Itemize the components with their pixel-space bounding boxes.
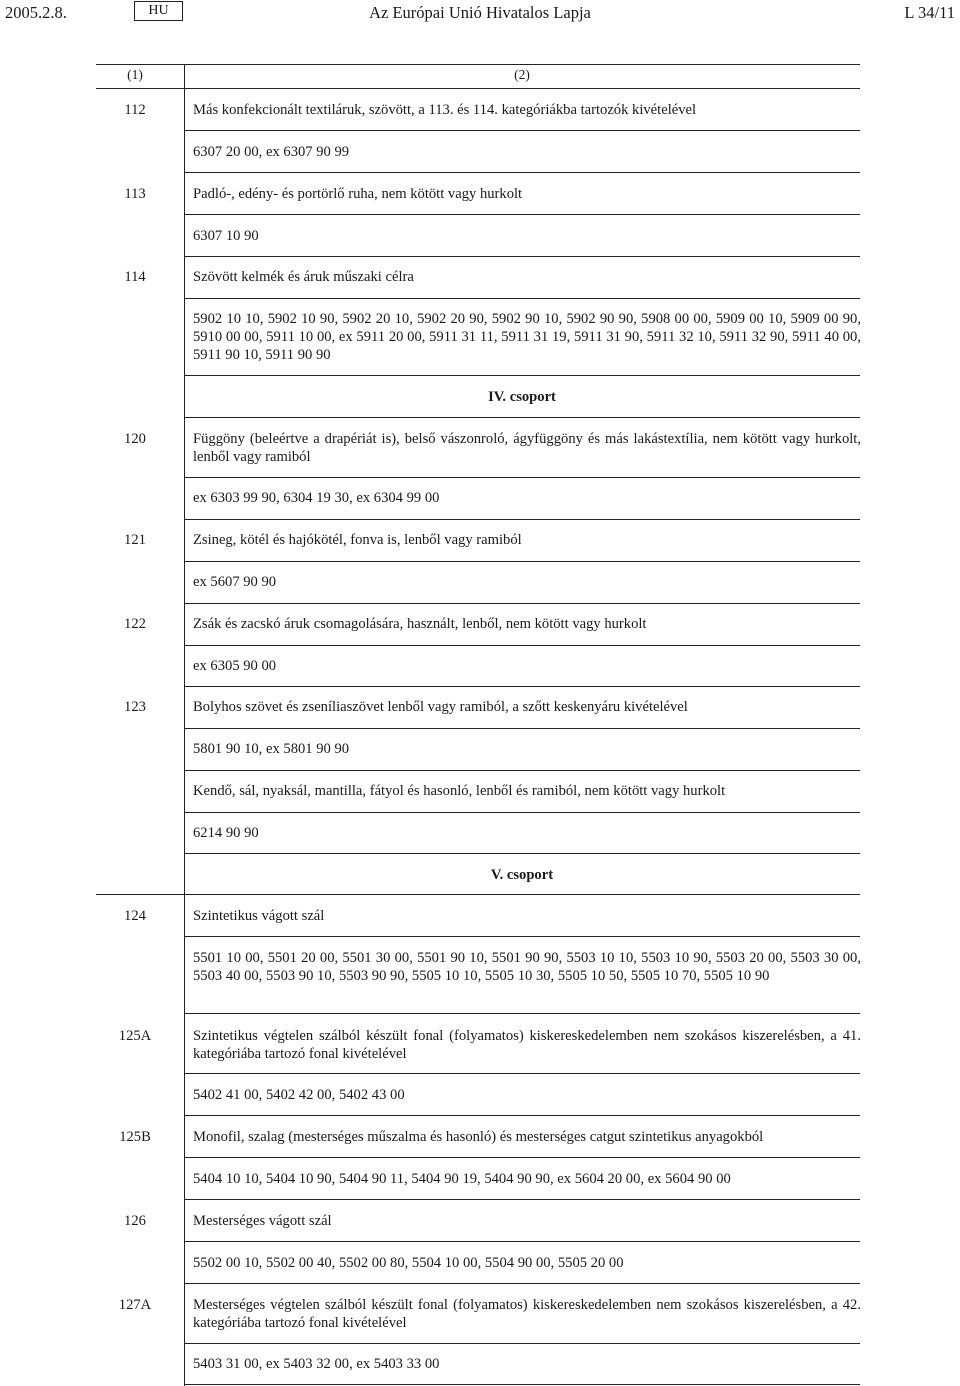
category-number: 122 xyxy=(124,616,146,632)
cn-codes: ex 6305 90 00 xyxy=(193,658,277,674)
row-rule xyxy=(184,1157,860,1158)
category-description: Zsineg, kötél és hajókötél, fonva is, lenből vagy ramiból xyxy=(193,532,522,548)
row-rule xyxy=(184,417,860,418)
row-rule xyxy=(184,256,860,257)
page-number: L 34/11 xyxy=(904,3,955,22)
row-rule xyxy=(184,728,860,729)
category-number: 123 xyxy=(124,699,146,715)
category-description: Függöny (beleértve a drapériát is), belső vászonroló, ágyfüggöny és más lakástextília, nem kötött vagy hurkolt, lenből vagy ramiból xyxy=(193,431,861,465)
category-number: 121 xyxy=(124,532,146,548)
category-number: 127A xyxy=(118,1297,152,1313)
row-rule xyxy=(184,375,860,376)
table-top-rule xyxy=(96,64,860,65)
row-rule xyxy=(184,936,860,937)
row-rule xyxy=(184,645,860,646)
table-bottom-rule xyxy=(184,1384,860,1385)
page-header xyxy=(0,0,960,40)
row-rule xyxy=(184,214,860,215)
category-description: Zsák és zacskó áruk csomagolására, használt, lenből, nem kötött vagy hurkolt xyxy=(193,616,647,632)
category-number: 120 xyxy=(124,431,146,447)
row-rule xyxy=(184,603,860,604)
row-rule xyxy=(184,1073,860,1074)
cn-codes: 5902 10 10, 5902 10 90, 5902 20 10, 5902 20 90, 5902 90 10, 5902 90 90, 5908 00 00, 5909 00 10, 5909 00 90, 5910 00 00, 5911 10 00, ex 5911 20 00, 5911 31 11, 5911 31 19, 5911 31 90, 5911 32 10, 5911 32 90, 5911 40 00, 5911 90 10, 5911 90 90 xyxy=(193,311,861,363)
group-heading: IV. csoport xyxy=(488,389,556,405)
table-header-rule xyxy=(96,88,860,89)
category-description: Monofil, szalag (mesterséges műszalma és hasonló) és mesterséges catgut szintetikus anyagokból xyxy=(193,1129,764,1145)
row-rule xyxy=(184,1241,860,1242)
category-description: Más konfekcionált textiláruk, szövött, a 113. és 114. kategóriákba tartozók kivételével xyxy=(193,102,697,118)
cn-codes: ex 6303 99 90, 6304 19 30, ex 6304 99 00 xyxy=(193,490,440,506)
cn-codes: 5403 31 00, ex 5403 32 00, ex 5403 33 00 xyxy=(193,1356,440,1372)
row-rule xyxy=(184,1199,860,1200)
row-rule xyxy=(96,894,860,895)
category-number: 125A xyxy=(118,1028,152,1044)
cn-codes: ex 5607 90 90 xyxy=(193,574,277,590)
row-rule xyxy=(184,686,860,687)
row-rule xyxy=(184,519,860,520)
category-description: Szintetikus végtelen szálból készült fonal (folyamatos) kiskereskedelemben nem szokásos kiszerelésben, a 41. kategóriába tartozó fonal kivételével xyxy=(193,1028,861,1062)
row-rule xyxy=(184,1013,860,1014)
cn-codes: 5501 10 00, 5501 20 00, 5501 30 00, 5501 90 10, 5501 90 90, 5503 10 10, 5503 10 90, 5503 20 00, 5503 30 00, 5503 40 00, 5503 90 10, 5503 90 90, 5505 10 10, 5505 10 30, 5505 10 50, 5505 10 70, 5505 10 90 xyxy=(193,950,861,984)
language-badge: HU xyxy=(134,1,183,21)
row-rule xyxy=(184,561,860,562)
row-rule xyxy=(184,172,860,173)
journal-title: Az Európai Unió Hivatalos Lapja xyxy=(369,3,591,22)
category-number: 125B xyxy=(119,1129,151,1145)
column-header-1: (1) xyxy=(127,67,143,82)
column-header-2: (2) xyxy=(514,67,530,82)
category-description: Szövött kelmék és áruk műszaki célra xyxy=(193,269,414,285)
cn-codes: 5404 10 10, 5404 10 90, 5404 90 11, 5404 90 19, 5404 90 90, ex 5604 20 00, ex 5604 90 00 xyxy=(193,1171,731,1187)
cn-codes: 5502 00 10, 5502 00 40, 5502 00 80, 5504 10 00, 5504 90 00, 5505 20 00 xyxy=(193,1255,624,1271)
category-number: 113 xyxy=(124,186,146,202)
row-rule xyxy=(184,812,860,813)
category-description: Mesterséges végtelen szálból készült fonal (folyamatos) kiskereskedelemben nem szokásos kiszerelésben, a 42. kategóriába tartozó fonal kivételével xyxy=(193,1297,861,1331)
group-heading: V. csoport xyxy=(490,867,554,883)
category-description: Bolyhos szövet és zseníliaszövet lenből vagy ramiból, a szőtt keskenyáru kivételével xyxy=(193,699,688,715)
category-description: Mesterséges vágott szál xyxy=(193,1213,332,1229)
category-number: 114 xyxy=(124,269,146,285)
row-rule xyxy=(184,130,860,131)
row-rule xyxy=(184,853,860,854)
row-rule xyxy=(184,1115,860,1116)
cn-codes: 5402 41 00, 5402 42 00, 5402 43 00 xyxy=(193,1087,405,1103)
category-number: 126 xyxy=(124,1213,146,1229)
category-number: 124 xyxy=(124,908,146,924)
cn-codes: 6307 10 90 xyxy=(193,228,259,244)
row-rule xyxy=(184,298,860,299)
category-description: Padló-, edény- és portörlő ruha, nem kötött vagy hurkolt xyxy=(193,186,523,202)
row-rule xyxy=(184,477,860,478)
publication-date: 2005.2.8. xyxy=(5,3,67,22)
row-rule xyxy=(184,770,860,771)
row-rule xyxy=(184,1283,860,1284)
cn-codes: 6307 20 00, ex 6307 90 99 xyxy=(193,144,350,160)
cn-codes: 6214 90 90 xyxy=(193,825,259,841)
category-description: Kendő, sál, nyaksál, mantilla, fátyol és hasonló, lenből és ramiból, nem kötött vagy hurkolt xyxy=(193,783,726,799)
column-divider xyxy=(184,65,185,1386)
cn-codes: 5801 90 10, ex 5801 90 90 xyxy=(193,741,350,757)
category-number: 112 xyxy=(124,102,146,118)
category-description: Szintetikus vágott szál xyxy=(193,908,325,924)
row-rule xyxy=(184,1343,860,1344)
